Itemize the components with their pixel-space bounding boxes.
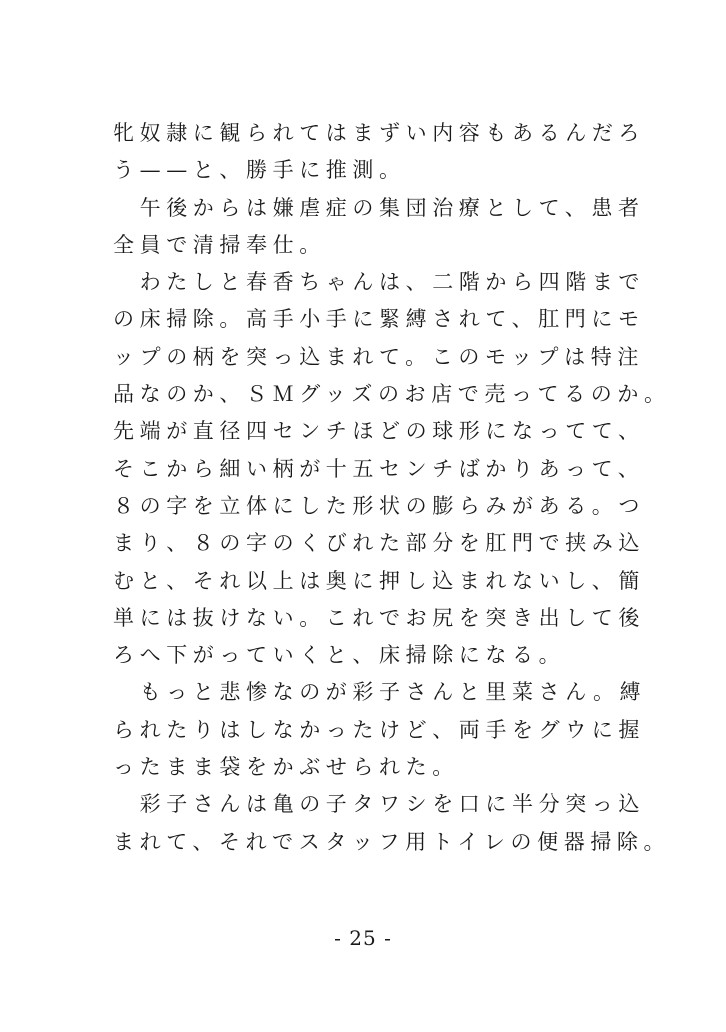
text-line: う——と、勝手に推測。 [113,158,406,183]
text-line: 牝奴隷に観られてはまずい内容もあるんだろ [113,121,645,145]
text-line: もっと悲惨なのが彩子さんと里菜さん。縛 [113,680,647,705]
text-line: まれて、それでスタッフ用トイレの便器掃除。 [113,829,671,854]
text-line: 品なのか、ＳＭグッズのお店で売ってるのか。 [113,382,671,407]
text-line: の床掃除。高手小手に緊縛されて、肛門にモ [113,307,645,332]
text-line: まり、８の字のくびれた部分を肛門で挟み込 [113,531,645,556]
text-line: られたりはしなかったけど、両手をグウに握 [113,717,645,742]
text-line: 彩子さんは亀の子タワシを口に半分突っ込 [113,792,645,817]
text-line: そこから細い柄が十五センチばかりあって、 [113,456,645,481]
text-line: ったまま袋をかぶせられた。 [113,755,459,780]
text-line: ろへ下がっていくと、床掃除になる。 [113,643,566,668]
text-line: 単には抜けない。これでお尻を突き出して後 [113,605,645,630]
text-line: わたしと春香ちゃんは、二階から四階まで [113,270,645,295]
body-text [113,115,671,861]
text-line: ップの柄を突っ込まれて。このモップは特注 [113,344,644,369]
text-line: 全員で清掃奉仕。 [113,232,326,257]
text-line: 午後からは嫌虐症の集団治療として、患者 [113,195,645,220]
text-line: むと、それ以上は奥に押し込まれないし、簡 [113,568,645,593]
text-line: ８の字を立体にした形状の膨らみがある。つ [113,493,645,518]
text-line: 先端が直径四センチほどの球形になってて、 [113,419,645,444]
page-number: - 25 - [334,926,392,950]
